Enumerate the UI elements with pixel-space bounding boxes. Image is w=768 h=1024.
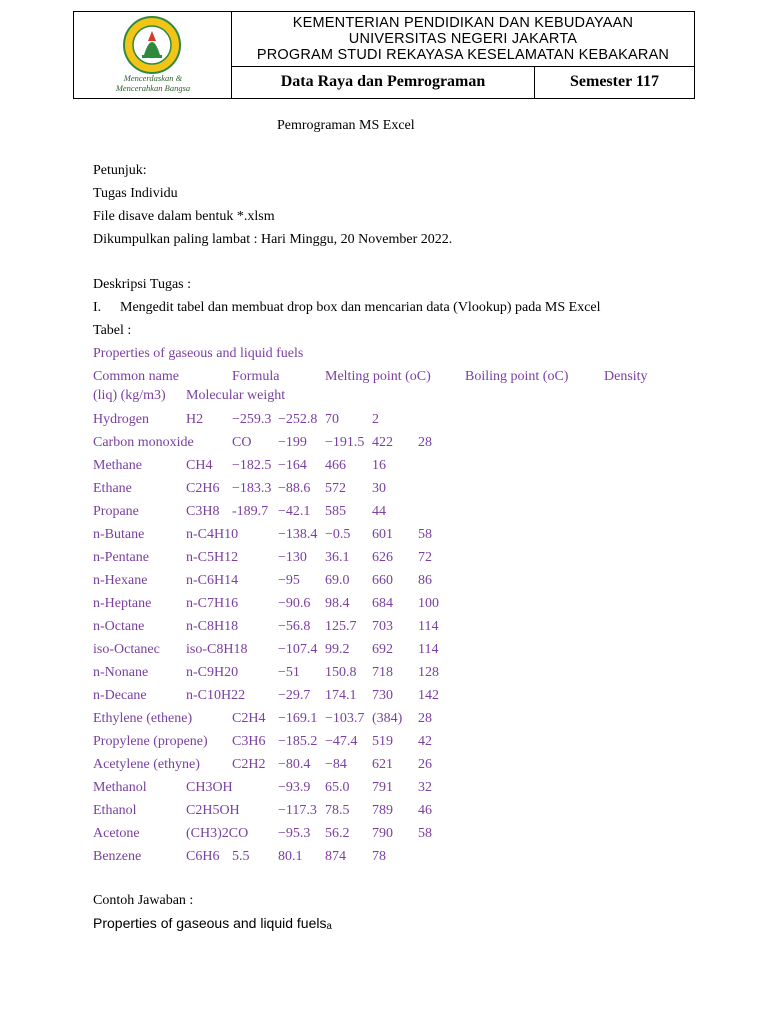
table-cell-name: Hydrogen [93,412,149,427]
table-cell-bp: −103.7 [325,711,365,726]
table-cell-name: Acetylene (ethyne) [93,757,200,772]
table-cell-formula: n-C4H10 [186,527,239,542]
table-cell-formula: C2H5OH [186,803,240,818]
table-cell-formula: C2H6 [186,481,220,496]
table-cell-density: 626 [372,550,393,565]
course-title: Data Raya dan Pemrograman [232,67,535,98]
file-line: File disave dalam bentuk *.xlsm [93,209,275,224]
table-cell-name: Benzene [93,849,142,864]
table-cell-bp: 174.1 [325,688,357,703]
table-cell-density: 789 [372,803,393,818]
table-cell-mp: −51 [278,665,300,680]
table-cell-mw: 42 [418,734,432,749]
table-cell-bp: 56.2 [325,826,350,841]
table-cell-formula: C6H6 [186,849,220,864]
table-cell-bp: −42.1 [278,504,311,519]
table-cell-mw: 142 [418,688,439,703]
logo-cell [74,12,232,98]
table-cell-name: Propylene (propene) [93,734,208,749]
petunjuk-label: Petunjuk: [93,163,147,178]
table-cell-mw: 100 [418,596,439,611]
table-cell-density: 791 [372,780,393,795]
table-cell-name: Methane [93,458,142,473]
header-molecular-weight: Molecular weight [186,388,286,403]
table-cell-mp: −259.3 [232,412,272,427]
table-cell-bp: −252.8 [278,412,318,427]
tabel-label: Tabel : [93,323,132,338]
table-cell-formula: n-C9H20 [186,665,239,680]
table-cell-mw: 46 [418,803,432,818]
contoh-title-mark: ₐ [326,915,332,931]
table-cell-mw: 58 [418,527,432,542]
table-cell-mp: −138.4 [278,527,318,542]
table-cell-density: 874 [325,849,346,864]
table-cell-mp: −117.3 [278,803,317,818]
header-density: Density [604,369,648,384]
university-logo-icon [104,15,200,75]
table-cell-density: 466 [325,458,346,473]
document-header [73,11,695,99]
document-title: Pemrograman MS Excel [277,118,415,133]
contoh-title-text: Properties of gaseous and liquid fuels [93,915,327,931]
table-cell-bp: 150.8 [325,665,357,680]
table-cell-name: n-Pentane [93,550,149,565]
deskripsi-label: Deskripsi Tugas : [93,277,192,292]
table-cell-bp: −88.6 [278,481,311,496]
table-cell-density: 692 [372,642,393,657]
table-cell-formula: n-C7H16 [186,596,239,611]
table-cell-formula: n-C8H18 [186,619,239,634]
table-cell-formula: CH4 [186,458,213,473]
tugas-line: Tugas Individu [93,186,178,201]
table-cell-mw: 78 [372,849,386,864]
table-cell-mp: -189.7 [232,504,269,519]
table-cell-density: 684 [372,596,393,611]
table-cell-density: 730 [372,688,393,703]
table-cell-name: Acetone [93,826,140,841]
contoh-title [93,915,332,931]
header-formula: Formula [232,369,280,384]
motto-line-2: Mencerahkan Bangsa [115,83,191,93]
table-cell-formula: C3H8 [186,504,220,519]
table-cell-density: 519 [372,734,393,749]
table-cell-formula: n-C5H12 [186,550,239,565]
ministry-name: KEMENTERIAN PENDIDIKAN DAN KEBUDAYAAN [292,15,634,31]
table-title: Properties of gaseous and liquid fuels [93,346,304,361]
table-cell-density: 601 [372,527,393,542]
table-cell-density: (384) [372,711,403,726]
table-cell-mp: 5.5 [232,849,250,864]
table-cell-density: 660 [372,573,393,588]
table-cell-formula: n-C6H14 [186,573,239,588]
table-cell-formula: CH3OH [186,780,233,795]
header-boiling-point: Boiling point (oC) [465,369,569,384]
table-cell-mw: 30 [372,481,386,496]
table-cell-mp: −93.9 [278,780,311,795]
table-cell-mw: 26 [418,757,432,772]
table-cell-bp: −0.5 [325,527,351,542]
table-cell-mp: −29.7 [278,688,311,703]
table-cell-mw: 28 [418,711,432,726]
table-cell-name: n-Heptane [93,596,152,611]
table-cell-formula: iso-C8H18 [186,642,248,657]
table-cell-formula: (CH3)2CO [186,826,249,841]
header-melting-point: Melting point (oC) [325,369,431,384]
table-cell-mp: −183.3 [232,481,272,496]
table-cell-bp: 99.2 [325,642,350,657]
table-cell-mp: −95.3 [278,826,311,841]
table-cell-name: n-Butane [93,527,145,542]
table-cell-mw: 72 [418,550,432,565]
table-cell-mp: −199 [278,435,307,450]
table-cell-formula: H2 [186,412,204,427]
item-number: I. [93,300,102,315]
table-cell-density: 703 [372,619,393,634]
table-cell-density: 422 [372,435,393,450]
table-cell-formula: n-C10H22 [186,688,246,703]
table-cell-name: Ethanol [93,803,137,818]
table-cell-mw: 114 [418,619,439,634]
table-cell-mp: −182.5 [232,458,272,473]
table-cell-density: 718 [372,665,393,680]
header-common-name: Common name [93,369,179,384]
table-cell-mw: 114 [418,642,439,657]
table-cell-formula: C3H6 [232,734,266,749]
table-cell-density: 70 [325,412,339,427]
table-cell-mp: −169.1 [278,711,318,726]
table-cell-mp: −56.8 [278,619,311,634]
table-cell-bp: 125.7 [325,619,357,634]
table-cell-formula: C2H4 [232,711,266,726]
table-cell-bp: 98.4 [325,596,350,611]
table-cell-bp: −47.4 [325,734,358,749]
table-cell-mw: 16 [372,458,386,473]
table-cell-name: Ethane [93,481,132,496]
table-cell-name: iso-Octanec [93,642,160,657]
table-cell-bp: −191.5 [325,435,365,450]
table-cell-bp: 36.1 [325,550,350,565]
table-cell-mp: −95 [278,573,300,588]
table-cell-formula: C2H2 [232,757,266,772]
table-cell-density: 790 [372,826,393,841]
table-cell-name: n-Nonane [93,665,149,680]
table-cell-name: Propane [93,504,139,519]
table-cell-density: 585 [325,504,346,519]
table-cell-name: n-Decane [93,688,147,703]
deadline-line: Dikumpulkan paling lambat : Hari Minggu, 20 November 2022. [93,232,453,247]
table-cell-mp: −90.6 [278,596,311,611]
table-cell-mw: 2 [372,412,379,427]
semester-label: Semester 117 [569,73,659,90]
table-cell-density: 572 [325,481,346,496]
table-cell-mw: 32 [418,780,432,795]
table-cell-mw: 86 [418,573,432,588]
table-cell-mw: 44 [372,504,386,519]
table-cell-mw: 128 [418,665,439,680]
table-cell-bp: 80.1 [278,849,303,864]
table-cell-mp: −130 [278,550,307,565]
table-cell-name: Carbon monoxide [93,435,194,450]
logo-motto [78,73,228,93]
motto-line-1: Mencerdaskan & [123,73,183,83]
table-cell-density: 621 [372,757,393,772]
table-cell-name: Methanol [93,780,147,795]
table-cell-bp: 69.0 [325,573,350,588]
university-name: UNIVERSITAS NEGERI JAKARTA [348,31,578,47]
table-cell-name: n-Hexane [93,573,148,588]
table-cell-name: n-Octane [93,619,145,634]
table-cell-bp: −84 [325,757,347,772]
table-cell-name: Ethylene (ethene) [93,711,193,726]
table-cell-mw: 58 [418,826,432,841]
header-density-unit: (liq) (kg/m3) [93,388,166,403]
table-cell-bp: −164 [278,458,307,473]
table-cell-mw: 28 [418,435,432,450]
table-cell-mp: −107.4 [278,642,318,657]
table-cell-bp: 78.5 [325,803,350,818]
institution-cell [232,12,694,67]
table-cell-formula: CO [232,435,252,450]
item-text: Mengedit tabel dan membuat drop box dan mencarian data (Vlookup) pada MS Excel [120,300,601,315]
table-cell-bp: 65.0 [325,780,350,795]
contoh-label: Contoh Jawaban : [93,893,194,908]
table-cell-mp: −185.2 [278,734,318,749]
program-name: PROGRAM STUDI REKAYASA KESELAMATAN KEBAKARAN [256,47,670,63]
table-cell-mp: −80.4 [278,757,311,772]
